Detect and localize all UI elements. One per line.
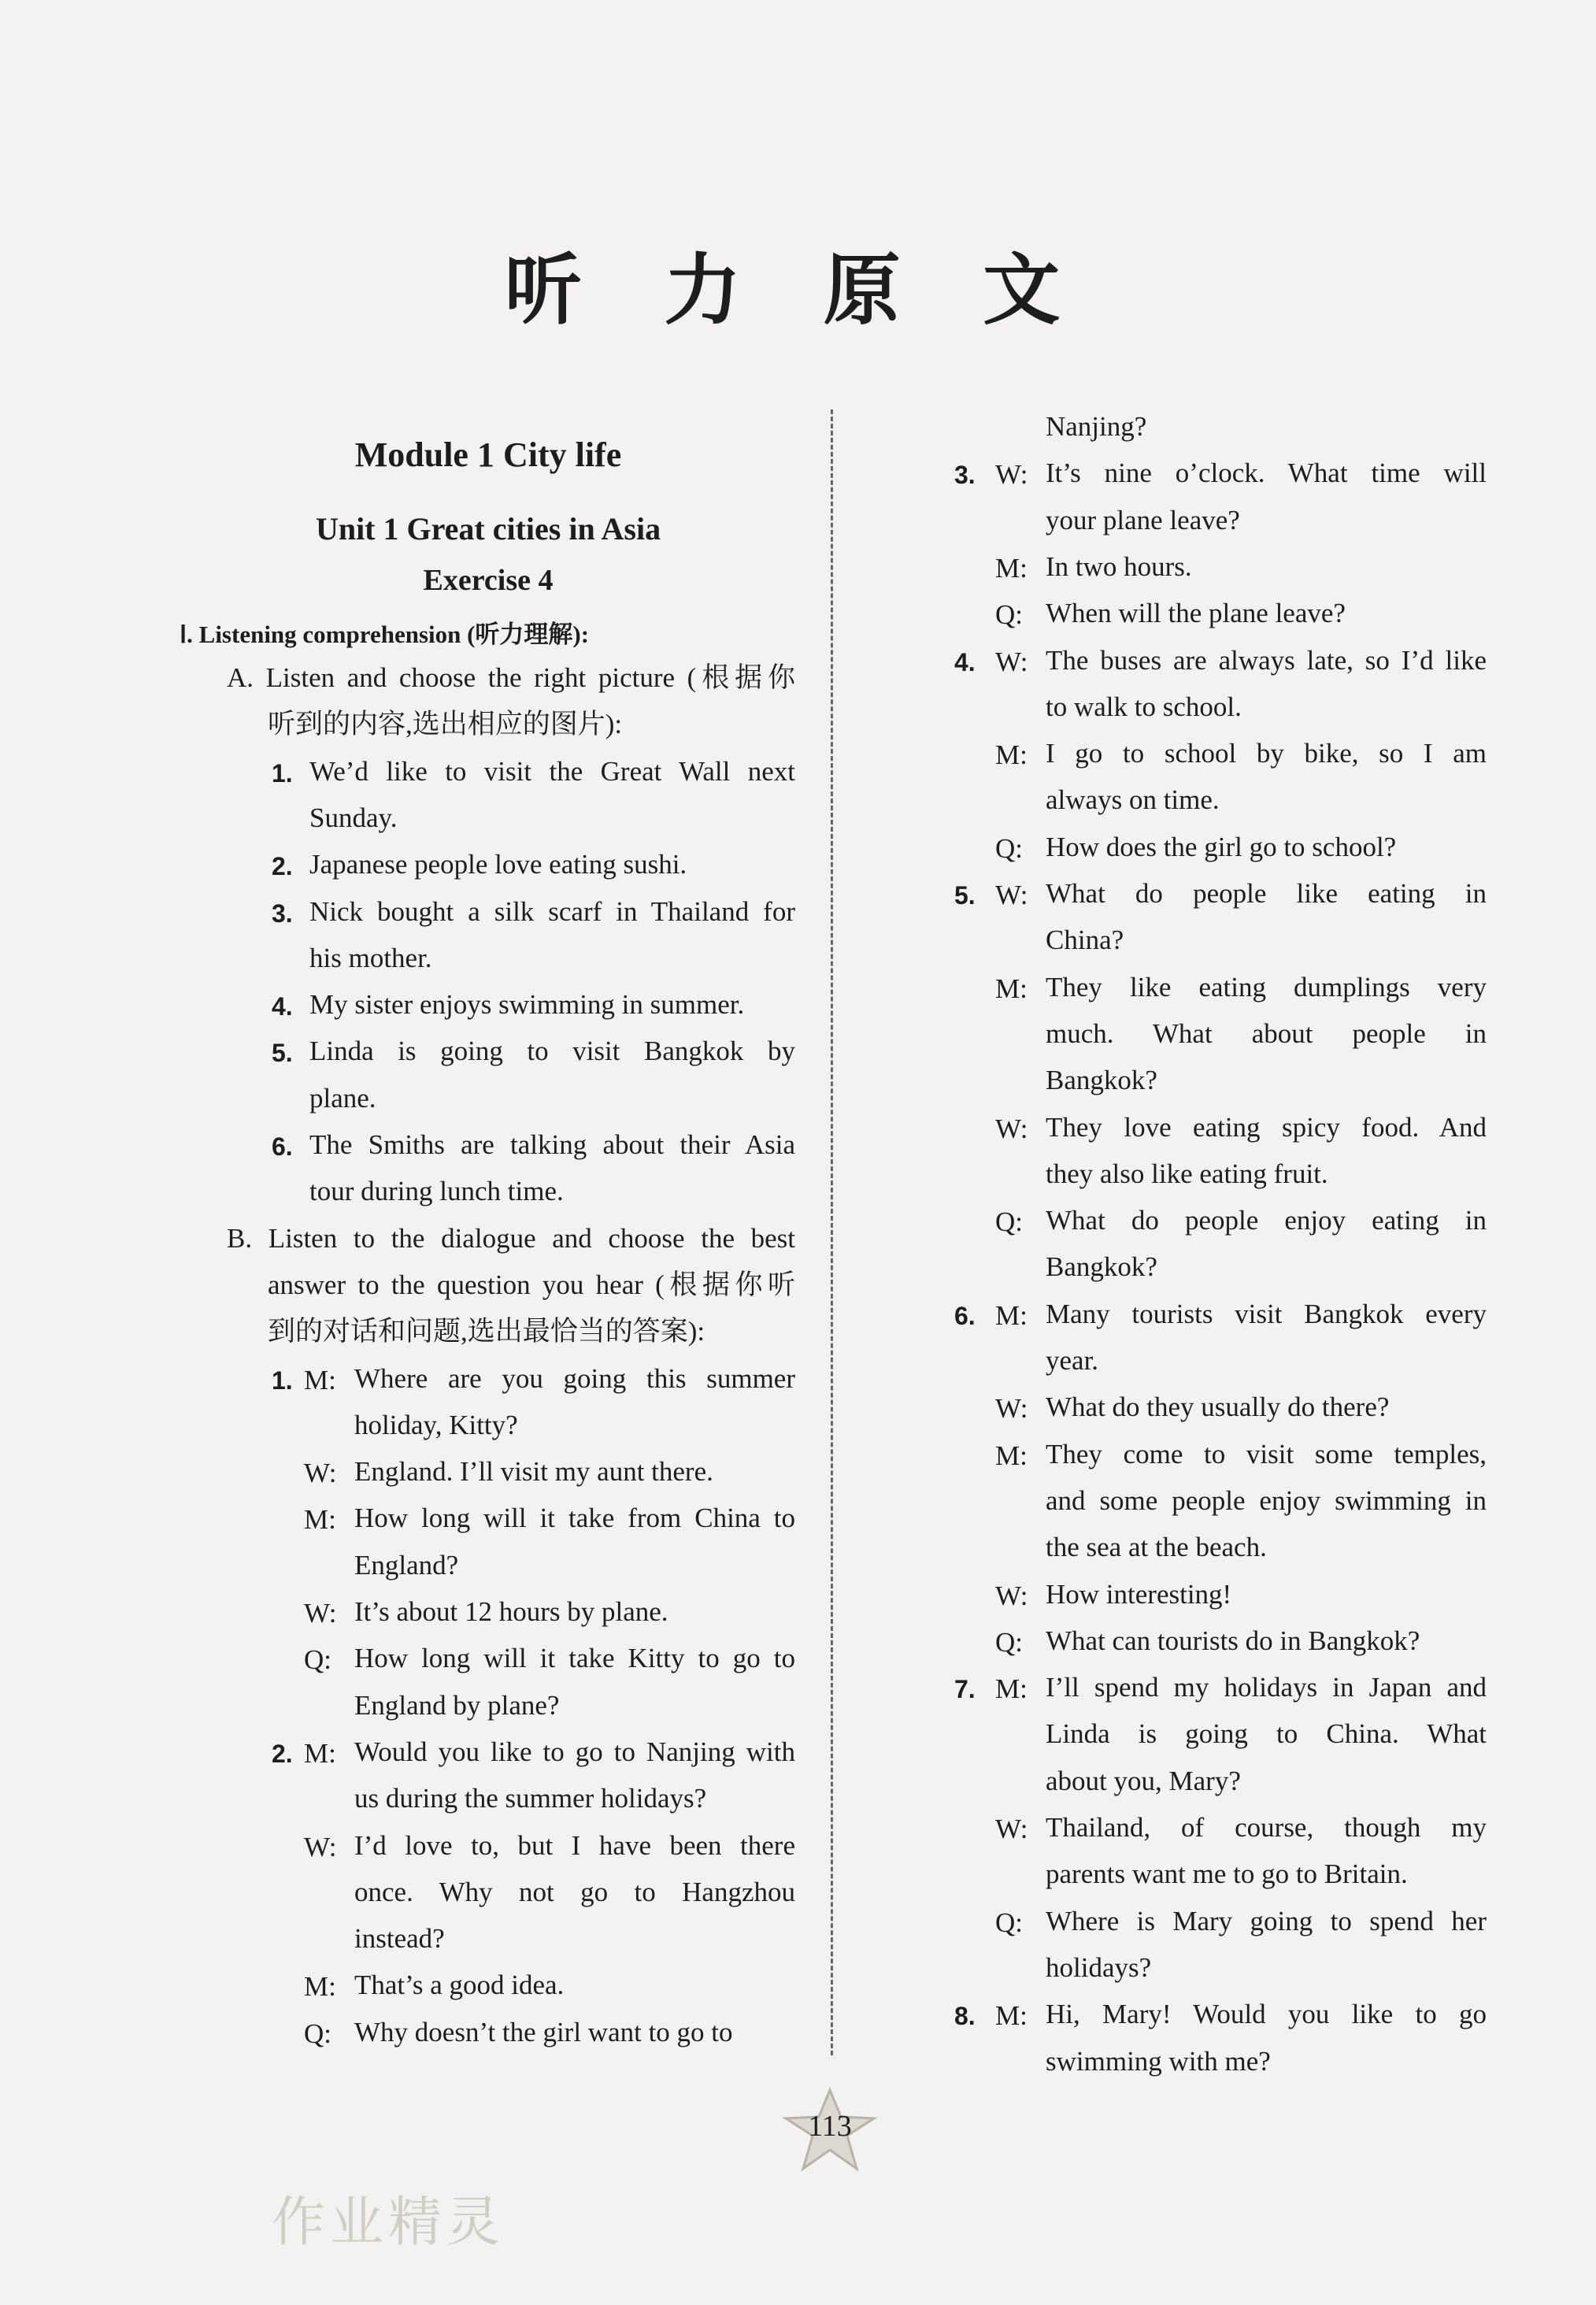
dialogue-line: When will the plane leave? [1046,598,1346,629]
dialogue-line: What do people enjoy eating in [1046,1205,1487,1236]
dialogue-line: Would you like to go to Nanjing with [354,1736,795,1767]
dialogue-line: What do they usually do there? [1046,1392,1390,1423]
dialogue-line: us during the summer holidays? [354,1783,707,1814]
dialogue-line: I’ll spend my holidays in Japan and [1046,1672,1487,1703]
section-heading: Ⅰ. Listening comprehension (听力理解): [180,621,590,648]
dialogue-line: I go to school by bike, so I am [1046,738,1487,769]
dialogue-line: Many tourists visit Bangkok every [1046,1298,1487,1329]
speaker-label: W: [995,459,1028,491]
speaker-label: M: [995,2000,1028,2032]
speaker-label: M: [995,1440,1028,1471]
dialogue-line: they also like eating fruit. [1046,1158,1328,1189]
item-line: Japanese people love eating sushi. [309,849,687,880]
item-number: 3. [272,899,293,928]
dialogue-line: England? [354,1549,459,1581]
item-number: 2. [272,852,293,881]
speaker-label: Q: [995,599,1023,631]
speaker-label: W: [995,1393,1028,1425]
dialogue-line: always on time. [1046,784,1220,816]
dialogue-line: swimming with me? [1046,2045,1271,2077]
speaker-label: W: [995,880,1028,910]
dialogue-line: How long will it take Kitty to go to [354,1643,795,1674]
speaker-label: Q: [995,1907,1023,1938]
dialogue-line: China? [1046,925,1124,956]
item-line: My sister enjoys swimming in summer. [309,989,745,1021]
module-heading: Module 1 City life [354,435,622,474]
dialogue-line: I’d love to, but I have been there [354,1829,795,1861]
dialogue-line: Bangkok? [1046,1065,1157,1096]
dialogue-line: the sea at the beach. [1046,1532,1267,1563]
instruction-line: 到的对话和问题,选出最恰当的答案): [268,1316,705,1347]
speaker-label: M: [995,739,1028,771]
dialogue-number: 7. [954,1675,976,1704]
dialogue-line: Linda is going to China. What [1046,1718,1487,1750]
dialogue-line: Hi, Mary! Would you like to go [1046,1999,1487,2030]
dialogue-line: They come to visit some temples, [1046,1438,1487,1469]
speaker-label: M: [995,1299,1028,1331]
dialogue-line: They like eating dumplings very [1046,971,1487,1002]
speaker-label: W: [995,646,1028,677]
item-line: plane. [309,1082,376,1114]
speaker-label: M: [304,1364,336,1395]
dialogue-number: 5. [954,881,976,910]
speaker-label: M: [304,1504,336,1536]
speaker-label: Q: [995,1626,1023,1658]
dialogue-line: The buses are always late, so I’d like [1046,644,1487,676]
item-line: Linda is going to visit Bangkok by [309,1036,795,1067]
item-line: Nick bought a silk scarf in Thailand for [309,895,795,927]
dialogue-line: Why doesn’t the girl want to go to [354,2016,733,2047]
dialogue-line: once. Why not go to Hangzhou [354,1876,795,1907]
speaker-label: W: [995,1580,1028,1611]
speaker-label: Q: [304,1644,331,1676]
item-number: 5. [272,1039,293,1068]
item-line: The Smiths are talking about their Asia [309,1129,795,1160]
item-line: tour during lunch time. [309,1176,564,1207]
dialogue-line: much. What about people in [1046,1017,1487,1049]
speaker-label: M: [995,1673,1028,1705]
dialogue-line: Where are you going this summer [354,1362,795,1394]
dialogue-number: 3. [954,461,976,490]
dialogue-line: holiday, Kitty? [354,1409,518,1440]
exercise-heading: Exercise 4 [423,564,554,597]
dialogue-line: Where is Mary going to spend her [1046,1905,1487,1936]
dialogue-line: Nanjing? [1046,411,1147,442]
dialogue-line: It’s nine o’clock. What time will [1046,458,1487,489]
speaker-label: W: [995,1113,1028,1144]
dialogue-line: Bangkok? [1046,1251,1157,1283]
page-title: 听 力 原 文 [504,249,1092,334]
instruction-line: B. Listen to the dialogue and choose the best [227,1222,795,1254]
dialogue-line: They love eating spicy food. And [1046,1111,1487,1143]
dialogue-line: parents want me to go to Britain. [1046,1858,1408,1890]
speaker-label: M: [995,973,1028,1004]
dialogue-line: about you, Mary? [1046,1765,1241,1796]
speaker-label: W: [304,1598,337,1629]
speaker-label: W: [995,1814,1028,1844]
dialogue-number: 1. [272,1366,293,1395]
speaker-label: Q: [995,832,1023,864]
speaker-label: Q: [995,1206,1023,1238]
item-number: 4. [272,992,293,1021]
page-number: 113 [808,2110,852,2143]
dialogue-number: 2. [272,1739,293,1768]
dialogue-line: your plane leave? [1046,504,1240,535]
dialogue-line: In two hours. [1046,550,1192,582]
item-number: 1. [272,758,293,787]
watermark: 作业精灵 [272,2192,505,2254]
dialogue-line: year. [1046,1345,1099,1376]
speaker-label: W: [304,1831,337,1862]
item-number: 6. [272,1132,293,1161]
speaker-label: M: [995,552,1028,584]
dialogue-number: 6. [954,1301,976,1330]
instruction-line: A. Listen and choose the right picture (根据你 [227,662,795,693]
dialogue-line: Thailand, of course, though my [1046,1812,1487,1843]
dialogue-line: That’s a good idea. [354,1970,565,2001]
dialogue-line: How long will it take from China to [354,1503,795,1534]
dialogue-line: How does the girl go to school? [1046,831,1397,862]
dialogue-line: instead? [354,1923,445,1955]
dialogue-number: 4. [954,647,976,676]
dialogue-number: 8. [954,2002,976,2031]
dialogue-line: It’s about 12 hours by plane. [354,1596,668,1627]
dialogue-line: England by plane? [354,1689,560,1721]
instruction-line: answer to the question you hear (根据你听 [268,1269,795,1300]
speaker-label: W: [304,1458,337,1489]
column-divider [831,409,833,2055]
instruction-line: 听到的内容,选出相应的图片): [268,709,623,740]
dialogue-line: What can tourists do in Bangkok? [1046,1625,1420,1656]
item-line: his mother. [309,942,432,973]
unit-heading: Unit 1 Great cities in Asia [315,511,661,547]
speaker-label: M: [304,1971,336,2003]
dialogue-line: and some people enjoy swimming in [1046,1484,1487,1516]
dialogue-line: England. I’ll visit my aunt there. [354,1456,713,1488]
dialogue-line: What do people like eating in [1046,878,1487,909]
speaker-label: M: [304,1737,336,1769]
dialogue-line: holidays? [1046,1951,1152,1983]
dialogue-line: to walk to school. [1046,691,1242,722]
item-line: We’d like to visit the Great Wall next [309,755,795,787]
speaker-label: Q: [304,2018,331,2049]
item-line: Sunday. [309,802,398,833]
dialogue-line: How interesting! [1046,1578,1232,1610]
